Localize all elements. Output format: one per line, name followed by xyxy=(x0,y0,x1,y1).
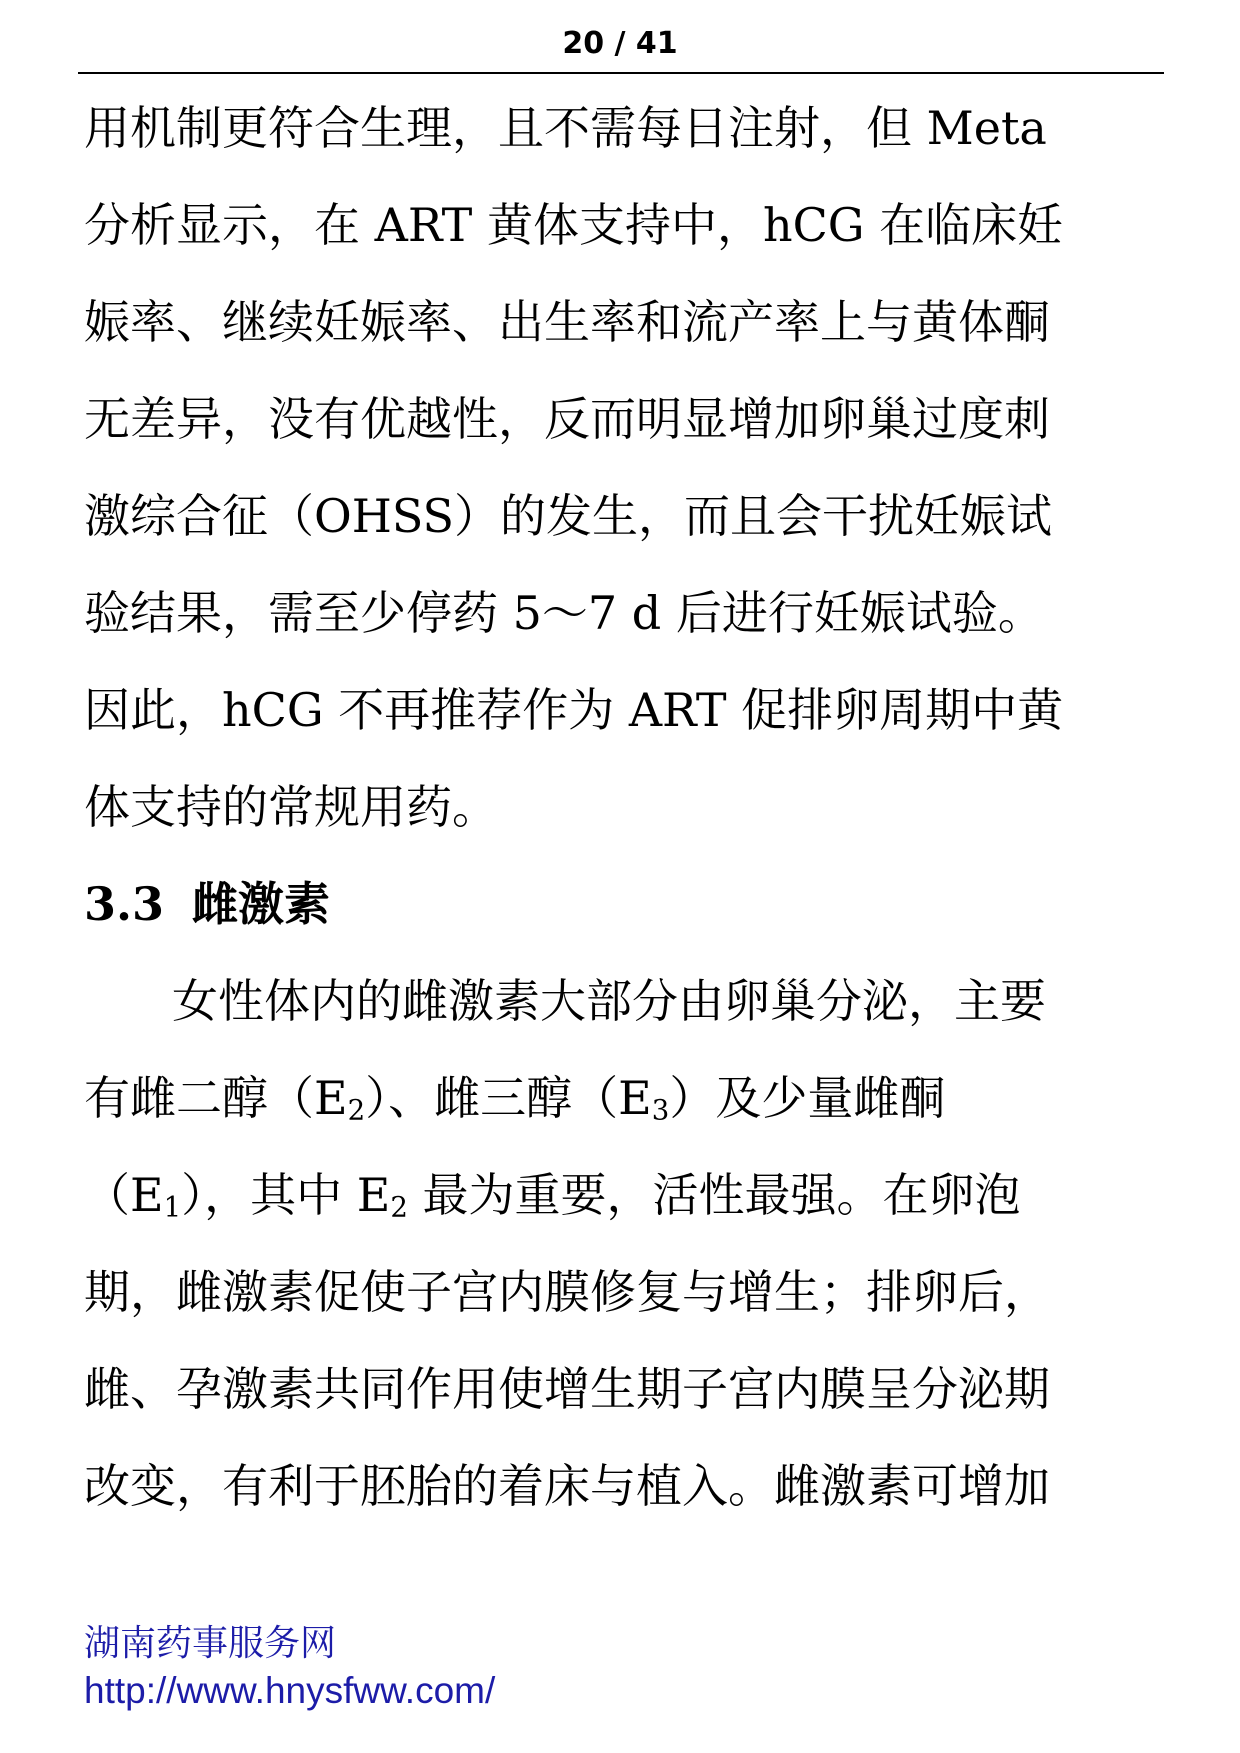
subscript: 2 xyxy=(390,1190,408,1224)
paragraph-line xyxy=(84,1155,1164,1252)
paragraph-line: 娠率、继续妊娠率、出生率和流产率上与黄体酮 xyxy=(84,295,1050,349)
footer-site-name: 湖南药事服务网 xyxy=(84,1623,337,1664)
paragraph-line: 验结果，需至少停药 5～7 d 后进行妊娠试验。 xyxy=(84,586,1044,640)
paragraph-line: 分析显示，在 ART 黄体支持中，hCG 在临床妊 xyxy=(84,198,1064,252)
page-footer xyxy=(84,1620,495,1714)
paragraph-line: 雌、孕激素共同作用使增生期子宫内膜呈分泌期 xyxy=(84,1362,1050,1416)
subscript: 2 xyxy=(347,1093,366,1127)
paragraph-line xyxy=(84,1058,1164,1155)
page-number: 20 / 41 xyxy=(562,26,678,61)
section-heading xyxy=(84,864,1164,961)
subscript: 1 xyxy=(163,1190,182,1224)
header-rule xyxy=(78,72,1164,74)
text-run: $(E_1)$，其中 $E_2$ 最为重要，活性最强。在卵泡 xyxy=(84,1168,1021,1224)
section-title: 雌激素 xyxy=(192,877,331,931)
paragraph-line: 激综合征（OHSS）的发生，而且会干扰妊娠试 xyxy=(84,489,1053,543)
paragraph-line: 期，雌激素促使子宫内膜修复与增生；排卵后， xyxy=(84,1265,1050,1319)
text-run: 有雌二醇$(E_2)$、雌三醇$(E_3)$及少量雌酮 xyxy=(84,1071,946,1127)
paragraph-line: 体支持的常规用药。 xyxy=(84,780,498,834)
paragraph-line: 因此，hCG 不再推荐作为 ART 促排卵周期中黄 xyxy=(84,683,1064,737)
paragraph-line: 女性体内的雌激素大部分由卵巢分泌，主要 xyxy=(172,974,1046,1028)
body-text xyxy=(84,88,1164,1543)
paragraph-line: 用机制更符合生理，且不需每日注射，但 Meta xyxy=(84,101,1047,155)
footer-url-link[interactable]: http://www.hnysfww.com/ xyxy=(84,1670,496,1711)
section-number: 3.3 xyxy=(84,877,165,931)
subscript: 3 xyxy=(651,1093,670,1127)
paragraph-line: 无差异，没有优越性，反而明显增加卵巢过度刺 xyxy=(84,392,1050,446)
paragraph-line: 改变，有利于胚胎的着床与植入。雌激素可增加 xyxy=(84,1459,1050,1513)
